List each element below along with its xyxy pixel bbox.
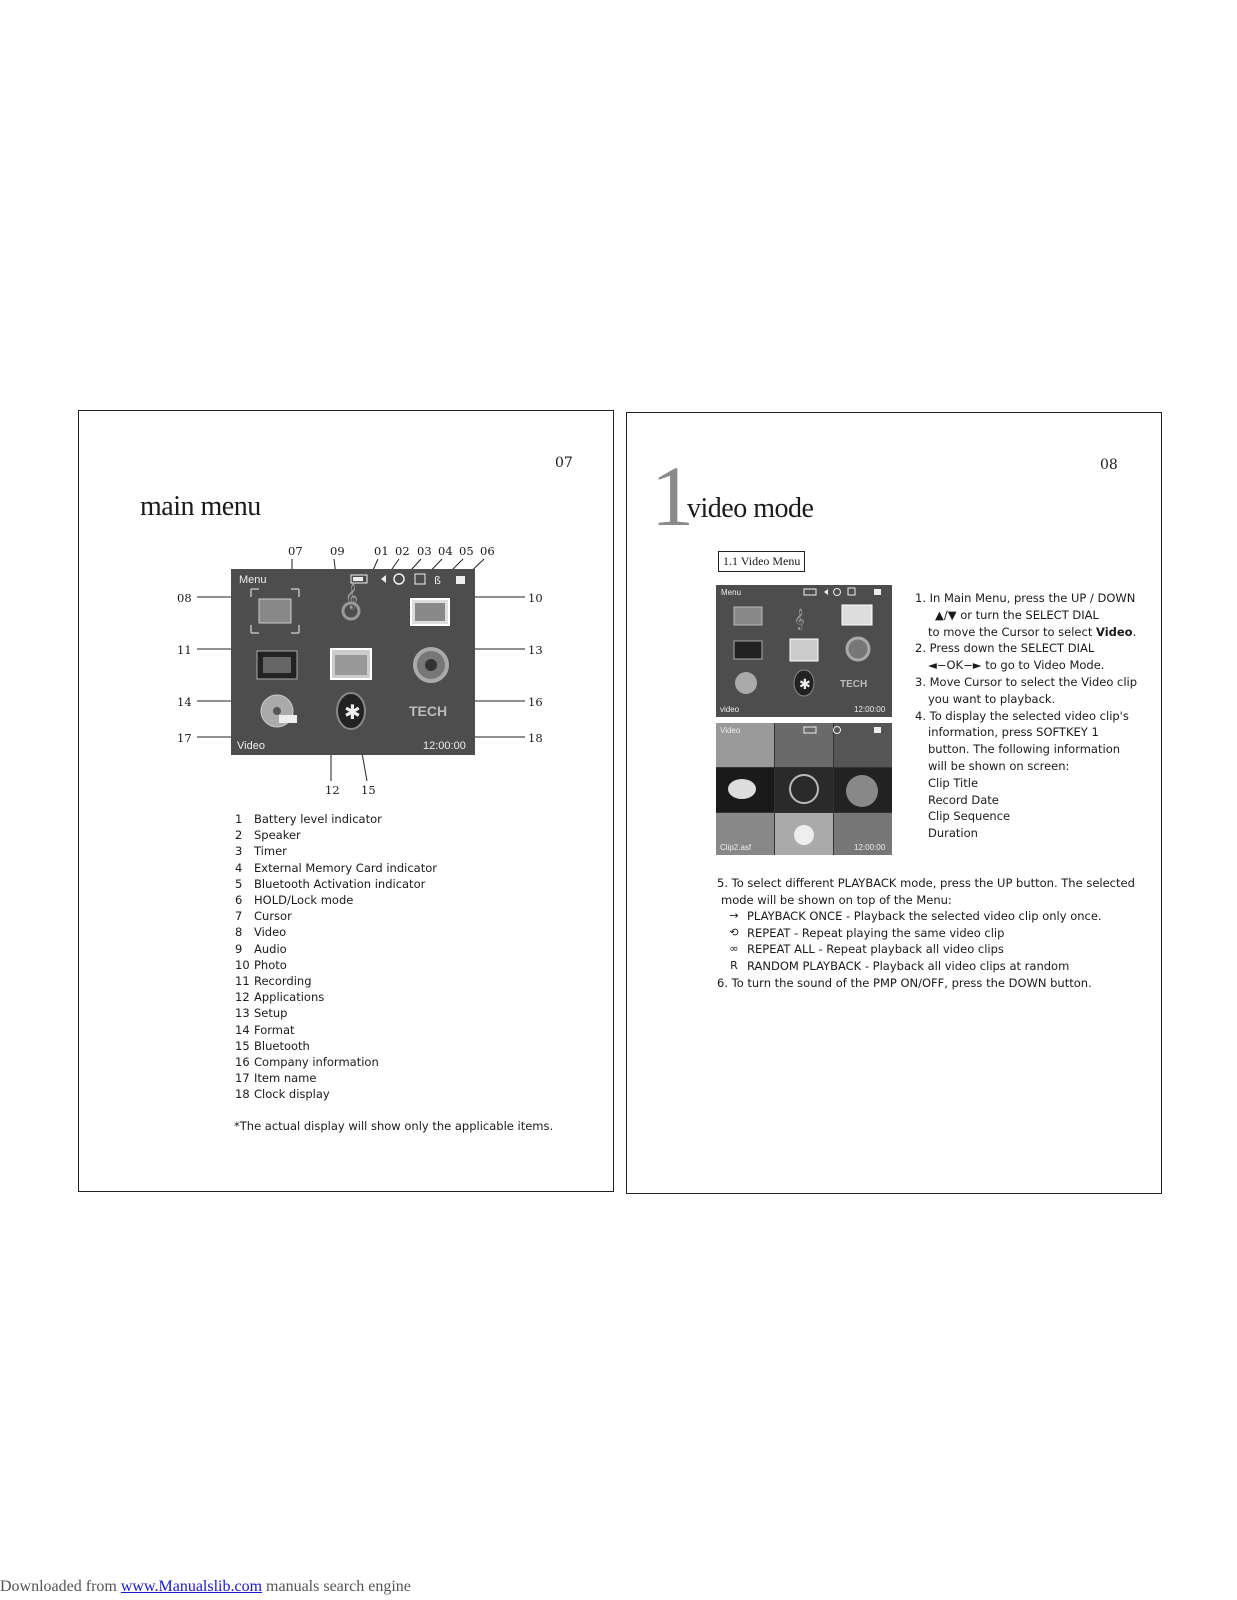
callout-11: 11 (177, 643, 192, 657)
mode-repeat: ⟲ REPEAT - Repeat playing the same video clip (717, 925, 1137, 942)
legend-row: 3 Timer (235, 844, 287, 859)
legend-row: 4 External Memory Card indicator (235, 860, 437, 875)
instruction-steps (915, 590, 1155, 842)
playback-mode-steps (717, 875, 1137, 991)
step-line: 1. In Main Menu, press the UP / DOWN (915, 591, 1136, 605)
video-menu-screen-art (716, 585, 892, 717)
callout-16: 16 (528, 695, 543, 709)
step-line: Duration (928, 826, 978, 841)
video-menu-screen (716, 585, 892, 717)
video-thumbnails-screen-art (716, 723, 892, 855)
menu-label: Menu (239, 574, 267, 586)
legend-row: 14 Format (235, 1022, 295, 1037)
callout-01: 01 (374, 544, 389, 558)
step-line: information, press SOFTKEY 1 (928, 725, 1099, 740)
step-line: mode will be shown on top of the Menu: (721, 892, 952, 907)
step-line: Clip Sequence (928, 809, 1011, 824)
legend-row: 13 Setup (235, 1006, 288, 1021)
random-icon: R (730, 958, 738, 972)
step-line: Record Date (928, 792, 999, 807)
legend-row: 15 Bluetooth (235, 1038, 310, 1053)
legend-row: 9 Audio (235, 941, 287, 956)
callout-02: 02 (395, 544, 410, 558)
legend-row: 5 Bluetooth Activation indicator (235, 876, 426, 891)
step-line: to move the Cursor to select Video. (928, 624, 1137, 639)
clock-display: 12:00:00 (854, 705, 886, 714)
item-label: Video (237, 740, 265, 752)
legend-row: 8 Video (235, 925, 287, 940)
legend-row: 7 Cursor (235, 909, 292, 924)
step-line: 2. Press down the SELECT DIAL (915, 641, 1095, 656)
callout-12: 12 (325, 783, 340, 797)
section-heading: 1.1 Video Menu (718, 551, 805, 572)
callout-04: 04 (438, 544, 453, 558)
legend-row: 12 Applications (235, 990, 325, 1005)
legend-row: 16 Company information (235, 1055, 379, 1070)
page-title: main menu (140, 491, 261, 522)
chapter-number: 1 (651, 448, 694, 544)
step-line: button. The following information (928, 742, 1121, 757)
footnote: *The actual display will show only the applicable items. (234, 1119, 554, 1133)
step-line: you want to playback. (928, 691, 1056, 706)
svg-text:✱: ✱ (344, 700, 361, 724)
page-title: video mode (687, 493, 814, 524)
legend-row: 11 Recording (235, 974, 312, 989)
clock-display: 12:00:00 (854, 843, 886, 852)
callout-18: 18 (528, 731, 543, 745)
callout-13: 13 (528, 643, 543, 657)
menu-label: Video (720, 726, 741, 735)
legend-row: 2 Speaker (235, 828, 301, 843)
item-label: video (720, 705, 740, 714)
step-line: ◄−OK−► to go to Video Mode. (928, 658, 1105, 673)
page-right (626, 412, 1162, 1194)
repeat-icon: ⟲ (729, 925, 739, 939)
screen-logo: TECH (840, 679, 868, 690)
manualslib-link[interactable]: www.Manualslib.com (120, 1578, 263, 1595)
repeat-all-icon: ∞ (729, 942, 739, 956)
step-line: 3. Move Cursor to select the Video clip (915, 674, 1138, 689)
page-left (78, 410, 614, 1192)
clock-display: 12:00:00 (423, 740, 466, 752)
menu-label: Menu (721, 588, 742, 597)
item-label: Clip2.asf (720, 843, 752, 852)
callout-14: 14 (177, 695, 192, 709)
step-line: 5. To select different PLAYBACK mode, press the UP button. The selected (717, 876, 1135, 890)
callout-05: 05 (459, 544, 474, 558)
callout-17: 17 (177, 731, 192, 745)
legend-row: 10 Photo (235, 957, 287, 972)
legend-row: 18 Clock display (235, 1087, 330, 1102)
legend-list (235, 811, 437, 1103)
svg-text:𝄞: 𝄞 (794, 609, 805, 630)
screen-logo: TECH (409, 703, 448, 719)
callout-09: 09 (330, 544, 345, 558)
legend-row: 17 Item name (235, 1071, 317, 1086)
page-number: 08 (1100, 457, 1118, 473)
svg-text:ß: ß (434, 574, 441, 587)
mode-random: R RANDOM PLAYBACK - Playback all video clips at random (717, 958, 1137, 975)
callout-03: 03 (417, 544, 432, 558)
footer: Downloaded from www.Manualslib.com manuals search engine (0, 1578, 411, 1595)
mode-playback-once: → PLAYBACK ONCE - Playback the selected video clip only once. (717, 908, 1137, 925)
main-menu-screen-art (231, 569, 475, 755)
svg-text:𝄞: 𝄞 (345, 584, 359, 609)
step-line: Clip Title (928, 775, 979, 790)
callout-06: 06 (480, 544, 495, 558)
arrow-right-icon: → (729, 909, 739, 923)
page-number: 07 (555, 455, 573, 471)
callout-08: 08 (177, 591, 192, 605)
step-line: 6. To turn the sound of the PMP ON/OFF, press the DOWN button. (717, 975, 1092, 990)
legend-row: 1 Battery level indicator (235, 812, 382, 826)
step-line: will be shown on screen: (928, 758, 1070, 773)
callout-07: 07 (288, 544, 303, 558)
step-line: 4. To display the selected video clip's (915, 708, 1129, 723)
legend-row: 6 HOLD/Lock mode (235, 893, 354, 908)
svg-text:✱: ✱ (799, 677, 811, 693)
callout-15: 15 (361, 783, 376, 797)
mode-repeat-all: ∞ REPEAT ALL - Repeat playback all video clips (717, 941, 1137, 958)
main-menu-screen (231, 569, 475, 755)
step-line: ▲/▼ or turn the SELECT DIAL (935, 607, 1099, 622)
callout-10: 10 (528, 591, 543, 605)
video-thumbnails-screen (716, 723, 892, 855)
